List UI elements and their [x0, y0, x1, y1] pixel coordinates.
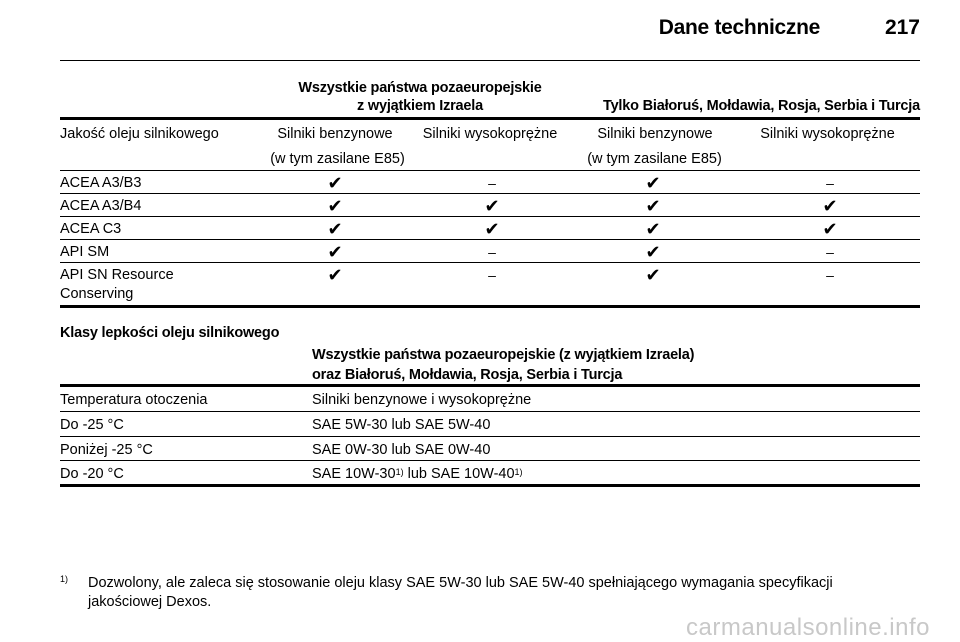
check-icon: ✔	[645, 219, 661, 239]
row-label: API SM	[60, 244, 110, 260]
footnote-marker: 1)	[60, 574, 69, 584]
header-rule	[60, 60, 920, 61]
check-icon: ✔	[327, 196, 343, 216]
dash-icon: –	[826, 175, 834, 191]
column-header-diesel: Silniki wysokoprężne	[422, 126, 558, 142]
section-title: Klasy lepkości oleju silnikowego	[60, 325, 280, 341]
column-header-diesel-2: Silniki wysokoprężne	[760, 126, 895, 142]
column-header-quality: Jakość oleju silnikowego	[60, 126, 219, 142]
check-icon: ✔	[645, 265, 661, 285]
oil-grade: lub SAE 10W-40	[403, 466, 515, 482]
row-rule	[60, 436, 920, 437]
row-label: API SN Resource	[60, 267, 174, 283]
column-header-petrol-2: Silniki benzynowe	[597, 126, 713, 142]
check-icon: ✔	[645, 173, 661, 193]
group-all-line1: Wszystkie państwa pozaeuropejskie	[298, 80, 542, 96]
dash-icon: –	[488, 175, 496, 191]
dash-icon: –	[826, 244, 834, 260]
column-header-petrol: Silniki benzynowe	[277, 126, 393, 142]
page-number: 217	[884, 16, 920, 39]
watermark: carmanualsonline.info	[686, 614, 930, 641]
check-icon: ✔	[645, 196, 661, 216]
oil-cell: SAE 0W-30 lub SAE 0W-40	[312, 442, 491, 458]
check-icon: ✔	[327, 173, 343, 193]
table-top-rule	[60, 117, 920, 120]
table-bottom-rule	[60, 305, 920, 308]
row-label: Conserving	[60, 286, 134, 302]
group-line2: oraz Białoruś, Mołdawia, Rosja, Serbia i Turcja	[312, 367, 623, 383]
row-label: ACEA A3/B4	[60, 198, 142, 214]
row-rule	[60, 216, 920, 217]
row-rule	[60, 460, 920, 461]
temp-cell: Do -25 °C	[60, 417, 124, 433]
check-icon: ✔	[327, 242, 343, 262]
footnote-ref: 1)	[514, 467, 523, 477]
row-rule	[60, 193, 920, 194]
page-title: Dane techniczne	[658, 16, 820, 39]
row-rule	[60, 239, 920, 240]
row-rule	[60, 411, 920, 412]
group-only: Tylko Białoruś, Mołdawia, Rosja, Serbia i Turcja	[602, 98, 920, 114]
petrol-note-2: (w tym zasilane E85)	[587, 151, 722, 167]
row-rule	[60, 170, 920, 171]
row-label: ACEA A3/B3	[60, 175, 142, 191]
temp-cell: Poniżej -25 °C	[60, 442, 153, 458]
check-icon: ✔	[327, 219, 343, 239]
column-header-temperature: Temperatura otoczenia	[60, 392, 208, 408]
footnote-ref: 1)	[395, 467, 404, 477]
oil-grade: SAE 10W-30	[312, 466, 396, 482]
temp-cell: Do -20 °C	[60, 466, 124, 482]
footnote-text: Dozwolony, ale zaleca się stosowanie oleju klasy SAE 5W-30 lub SAE 5W-40 spełniającego wymagania specyfikacji	[88, 575, 833, 591]
petrol-note: (w tym zasilane E85)	[270, 151, 405, 167]
dash-icon: –	[488, 244, 496, 260]
oil-cell	[312, 465, 523, 483]
table-bottom-rule	[60, 484, 920, 487]
column-header-engines: Silniki benzynowe i wysokoprężne	[312, 392, 532, 408]
check-icon: ✔	[822, 219, 838, 239]
group-line1: Wszystkie państwa pozaeuropejskie (z wyjątkiem Izraela)	[312, 347, 695, 363]
dash-icon: –	[826, 267, 834, 283]
footnote-text: jakościowej Dexos.	[88, 594, 212, 610]
group-all-line2: z wyjątkiem Izraela	[357, 98, 483, 114]
check-icon: ✔	[645, 242, 661, 262]
dash-icon: –	[488, 267, 496, 283]
table-top-rule	[60, 384, 920, 387]
row-rule	[60, 262, 920, 263]
check-icon: ✔	[327, 265, 343, 285]
check-icon: ✔	[822, 196, 838, 216]
check-icon: ✔	[484, 196, 500, 216]
check-icon: ✔	[484, 219, 500, 239]
oil-cell: SAE 5W-30 lub SAE 5W-40	[312, 417, 491, 433]
row-label: ACEA C3	[60, 221, 122, 237]
